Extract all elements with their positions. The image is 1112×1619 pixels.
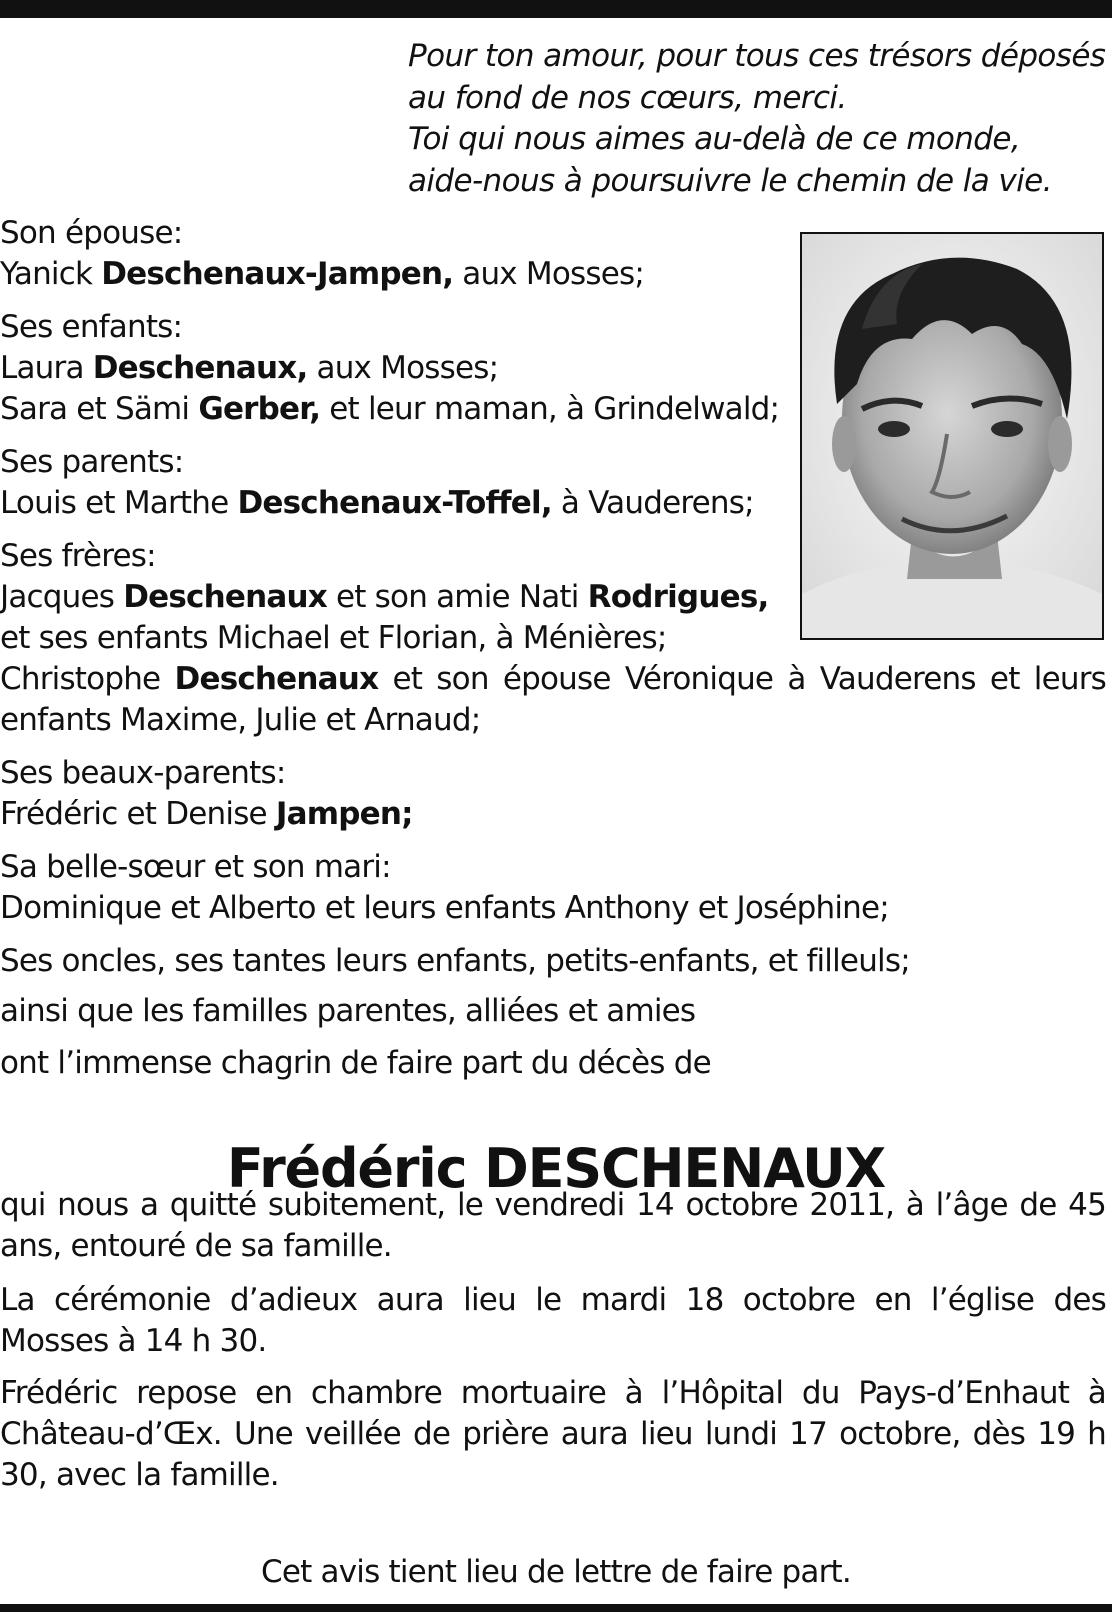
- inlaws-heading: Ses beaux-parents:: [0, 755, 286, 791]
- parents-heading: Ses parents:: [0, 444, 184, 480]
- poem-line: Pour ton amour, pour tous ces trésors déposés: [408, 38, 1106, 74]
- spouse-place: aux Mosses;: [462, 256, 644, 292]
- child-line: [0, 348, 498, 389]
- child-first: Sara et Sämi: [0, 391, 190, 427]
- brother-surname: Deschenaux: [174, 661, 379, 697]
- child-first: Laura: [0, 350, 84, 386]
- spouse-heading: Son épouse:: [0, 215, 183, 251]
- poem-line: au fond de nos cœurs, merci.: [408, 79, 847, 116]
- parents-line: [0, 483, 754, 524]
- portrait-illustration: [802, 234, 1102, 638]
- spouse-surname: Deschenaux-Jampen,: [101, 256, 454, 292]
- ceremony-paragraph: La cérémonie d’adieux aura lieu le mardi 18 octobre en l’église des Mosses à 14 h 30.: [0, 1282, 1106, 1359]
- sisterinlaw-line: Dominique et Alberto et leurs enfants Anthony et Joséphine;: [0, 890, 889, 926]
- portrait-photo: [800, 232, 1104, 640]
- brother-surname: Deschenaux: [123, 579, 327, 615]
- brother-first: Christophe: [0, 661, 161, 697]
- brother-partner-surname: Rodrigues,: [587, 579, 769, 615]
- poem: [408, 36, 1108, 202]
- child-surname: Gerber,: [198, 391, 321, 427]
- vigil-paragraph: Frédéric repose en chambre mortuaire à l’Hôpital du Pays-d’Enhaut à Château-d’Œx. Une veillée de prière aura lieu lundi 17 octobre, dès 19 h 30, avec la famille.: [0, 1375, 1106, 1493]
- spouse-line: [0, 254, 644, 295]
- brother-rest: et son épouse Véronique à Vauderens et leurs enfants Maxime, Julie et Arnaud;: [0, 661, 1106, 738]
- deceased-name: Frédéric DESCHENAUX: [226, 1137, 886, 1200]
- families-line: ainsi que les familles parentes, alliées et amies: [0, 993, 696, 1029]
- brothers-heading: Ses frères:: [0, 538, 156, 574]
- children-heading: Ses enfants:: [0, 309, 183, 345]
- brother-line-cont: et ses enfants Michael et Florian, à Ménières;: [0, 620, 667, 656]
- parents-first: Louis et Marthe: [0, 485, 229, 521]
- brother-line: [0, 577, 768, 618]
- inlaws-line: [0, 794, 413, 835]
- brother2-paragraph: [0, 659, 1106, 741]
- child-place: et leur maman, à Grindelwald;: [329, 391, 780, 427]
- bottom-rule: [0, 1604, 1112, 1612]
- child-surname: Deschenaux,: [92, 350, 308, 386]
- child-line: [0, 389, 779, 430]
- closing-line: Cet avis tient lieu de lettre de faire part.: [261, 1554, 851, 1590]
- announce-line: ont l’immense chagrin de faire part du décès de: [0, 1045, 711, 1081]
- parents-place: à Vauderens;: [560, 485, 754, 521]
- inlaws-surname: Jampen;: [275, 796, 413, 832]
- inlaws-first: Frédéric et Denise: [0, 796, 267, 832]
- brother-first: Jacques: [0, 579, 115, 615]
- uncles-line: Ses oncles, ses tantes leurs enfants, petits-enfants, et filleuls;: [0, 943, 910, 979]
- death-paragraph: qui nous a quitté subitement, le vendredi 14 octobre 2011, à l’âge de 45 ans, entouré de sa famille.: [0, 1187, 1106, 1264]
- poem-line: aide-nous à poursuivre le chemin de la vie.: [408, 162, 1052, 199]
- top-rule: [0, 0, 1112, 18]
- brother-partner: et son amie Nati: [336, 579, 579, 615]
- child-place: aux Mosses;: [316, 350, 499, 386]
- sisterinlaw-heading: Sa belle-sœur et son mari:: [0, 849, 391, 885]
- poem-line: Toi qui nous aimes au-delà de ce monde,: [408, 121, 1021, 157]
- parents-surname: Deschenaux-Toffel,: [237, 485, 552, 521]
- spouse-first: Yanick: [0, 256, 93, 292]
